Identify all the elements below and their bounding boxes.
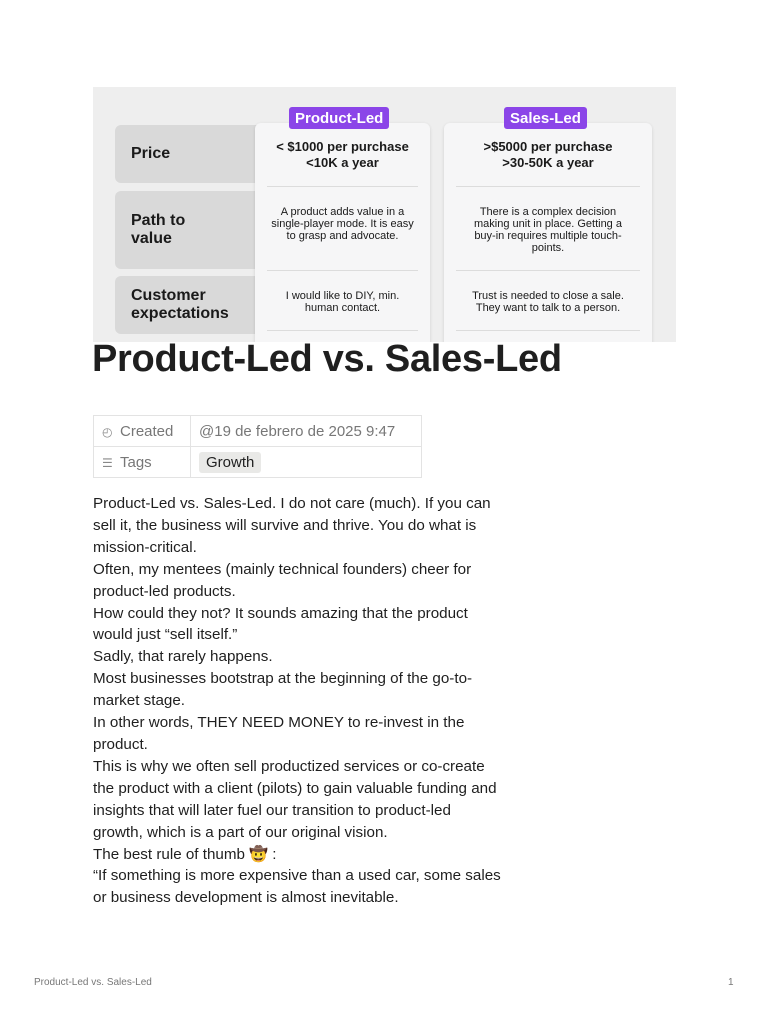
tags-value [191, 447, 422, 478]
divider [267, 186, 418, 187]
footer-page-number: 1 [728, 977, 734, 988]
divider [267, 270, 418, 271]
paragraph: How could they not? It sounds amazing that the product would just “sell itself.” [93, 604, 468, 644]
paragraph: Often, my mentees (mainly technical founders) cheer for product-led products. [93, 560, 472, 600]
created-value: @19 de febrero de 2025 9:47 [191, 416, 422, 447]
row-label-path-to-value-text: Path to value [131, 212, 186, 247]
cover-image [93, 87, 676, 342]
paragraph: This is why we often sell productized services or co-create the product with a client (pilots) to gain valuable funding and insights that will later fuel our transition to product-led growth, which is a part of our original vision. [93, 757, 497, 841]
divider [456, 186, 640, 187]
sales-led-price: >$5000 per purchase >30-50K a year [483, 139, 613, 170]
sales-led-badge: Sales-Led [504, 107, 587, 129]
sales-led-card [444, 123, 652, 342]
page-body [93, 493, 503, 909]
divider [456, 270, 640, 271]
sales-led-customer-expectations: Trust is needed to close a sale. They want to talk to a person. [472, 290, 624, 314]
sales-led-path-to-value: There is a complex decision making unit in place. Getting a buy-in requires multiple touch-points. [474, 206, 622, 254]
paragraph: The best rule of thumb 🤠 : [93, 845, 277, 863]
created-label: Created [120, 422, 174, 440]
row-label-price: Price [115, 125, 315, 183]
divider [267, 330, 418, 331]
paragraph: Most businesses bootstrap at the beginning of the go-to-market stage. [93, 670, 473, 710]
product-led-card [255, 123, 430, 342]
property-key-tags [94, 447, 191, 478]
product-led-badge: Product-Led [289, 107, 389, 129]
row-label-customer-expectations-text: Customer expectations [131, 287, 229, 322]
divider [456, 330, 640, 331]
product-led-customer-expectations: I would like to DIY, min. human contact. [285, 290, 400, 314]
property-row-tags [94, 447, 422, 478]
clock-icon: ◴ [102, 424, 113, 439]
paragraph: Product-Led vs. Sales-Led. I do not care (much). If you can sell it, the business will survive and thrive. You do what is mission-critical. [93, 495, 491, 556]
list-icon: ☰ [102, 455, 113, 470]
tags-label: Tags [120, 453, 152, 471]
product-led-path-to-value: A product adds value in a single-player mode. It is easy to grasp and advocate. [271, 206, 414, 242]
paragraph: In other words, THEY NEED MONEY to re-invest in the product. [93, 714, 465, 753]
paragraph: “If something is more expensive than a used car, some sales or business development is almost inevitable. [93, 867, 501, 907]
paragraph: Sadly, that rarely happens. [93, 648, 273, 666]
footer-doc-title: Product-Led vs. Sales-Led [34, 977, 152, 988]
property-key-created [94, 416, 191, 447]
tag-growth[interactable]: Growth [199, 452, 261, 473]
property-row-created [94, 416, 422, 447]
page-title: Product-Led vs. Sales-Led [92, 338, 562, 380]
product-led-price: < $1000 per purchase <10K a year [276, 139, 409, 170]
properties-table [93, 415, 422, 478]
